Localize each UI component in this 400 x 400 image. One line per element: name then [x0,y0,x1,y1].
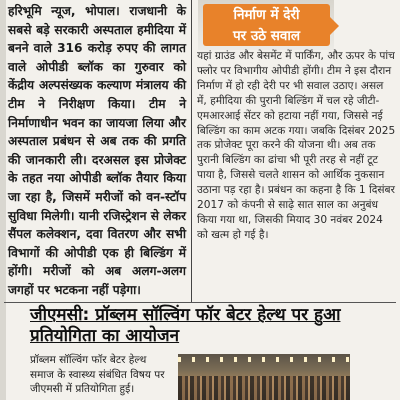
article-body-right: यहां ग्राउंड और बेसमेंट में पार्किंग, और ऊपर के पांच फ्लोर पर विभागीय ओपीडी होंगी। टीम ने इस दौरान निर्माण में हो रही देरी पर भी सवाल उठाए। असल में, हमीदिया की पुरानी बिल्डिंग में चल रहे जीटी-एमआरआई सेंटर को हटाया नहीं गया, जिससे नई बिल्डिंग का काम अटक गया। जबकि दिसंबर 2025 तक प्रोजेक्ट पूरा करने की योजना थी। अब तक पुरानी बिल्डिंग का ढांचा भी पूरी तरह से नहीं टूट पाया है, जिससे चलते शासन को आर्थिक नुकसान उठाना पड़ रहा है। प्रबंधन का कहना है कि 1 दिसंबर 2017 को कंपनी से साढ़े सात साल का अनुबंध किया गया था, जिसकी मियाद 30 नवंबर 2024 को खत्म हो गई है। [197,50,396,241]
audience-crowd [178,376,350,400]
article-body-left: हरिभूमि न्यूज, भोपाल। राजधानी के सबसे बड़े सरकारी अस्पताल हमीदिया में बनने वाले 316 करोड़ रुपए की लागत वाले ओपीडी ब्लॉक का गुरुवार को केंद्रीय अल्पसंख्यक कल्याण मंत्रालय की टीम ने निरीक्षण किया। टीम ने निर्माणाधीन भवन का जायजा लिया और अस्पताल प्रबंधन से अब तक की प्रगति की जानकारी ली। दरअसल इस प्रोजेक्ट के तहत नया ओपीडी ब्लॉक तैयार किया जा रहा है, जिसमें मरीजों को वन-स्टॉप सुविधा मिलेगी। यानी रजिस्ट्रेशन से लेकर सैंपल कलेक्शन, दवा वितरण और सभी विभागों की ओपीडी एक ही बिल्डिंग में होंगी। मरीजों को अब अलग-अलग जगहों पर भटकना नहीं पड़ेगा। [8,4,186,297]
section-divider [4,302,396,303]
subheading-line-2: पर उठे सवाल [232,28,301,44]
event-photo [178,354,350,400]
headline-line-1: जीएमसी: प्रॉब्लम सॉल्विंग फॉर बेटर हेल्थ पर हुआ [30,305,341,325]
banner-arrow-icon [329,16,339,36]
column-divider [191,0,192,302]
subheading-banner [203,4,330,46]
ceiling-lights [178,357,350,362]
second-headline [30,305,370,347]
second-article-body: प्रॉब्लम सॉल्विंग फॉर बेटर हेल्थ समाज के स्वास्थ्य संबंधित विषय पर जीएमसी में प्रतियोगिता हुई। [30,354,165,395]
headline-line-2: प्रतियोगिता का आयोजन [30,326,180,346]
subheading-line-1: निर्माण में देरी [233,7,300,23]
page-edge-strip [0,0,6,400]
